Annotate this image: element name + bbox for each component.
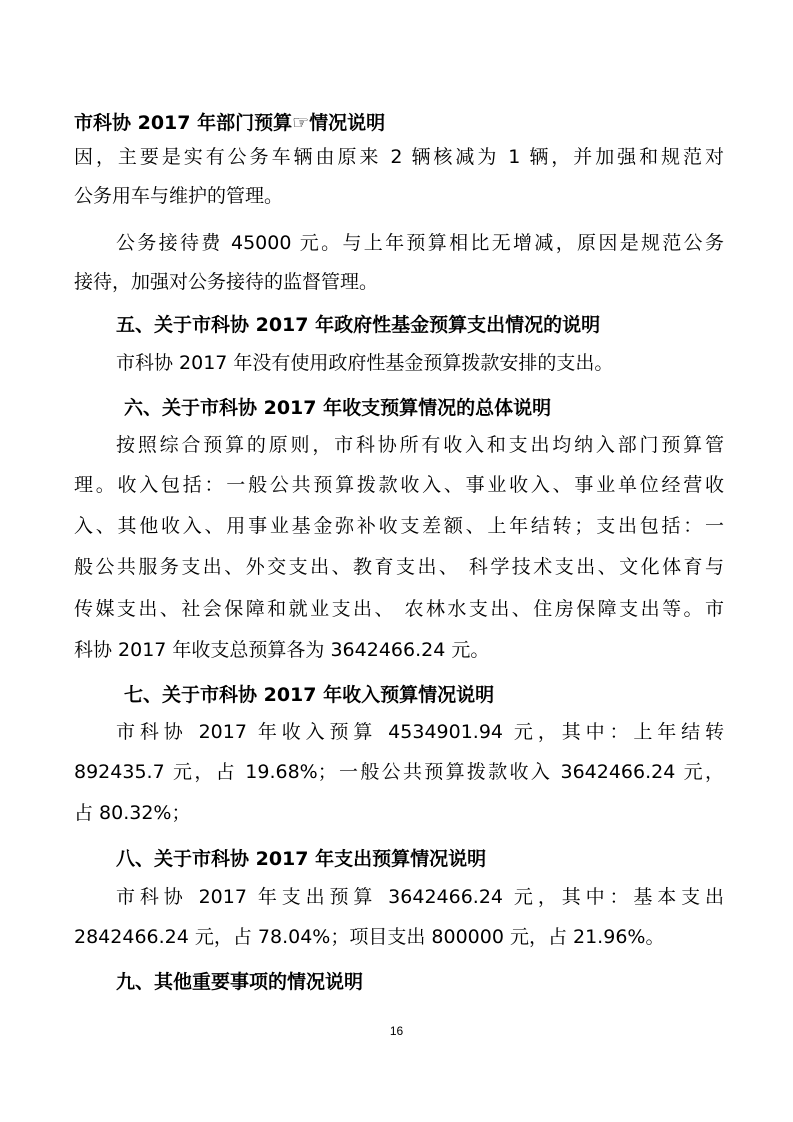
paragraph-line: 2842466.24 元，占 78.04%；项目支出 800000 元，占 21.96%。	[74, 926, 665, 948]
paragraph-line: 传媒支出、社会保障和就业支出、 农林水支出、住房保障支出等。市	[74, 598, 724, 620]
section-heading-5: 五、关于市科协 2017 年政府性基金预算支出情况的说明	[116, 314, 601, 336]
paragraph-line: 市科协 2017 年支出预算 3642466.24 元，其中：基本支出	[116, 886, 724, 908]
page-title: 市科协 2017 年部门预算☞情况说明	[74, 112, 386, 134]
section-heading-8: 八、关于市科协 2017 年支出预算情况说明	[116, 848, 487, 870]
paragraph-line: 般公共服务支出、外交支出、教育支出、 科学技术支出、文化体育与	[74, 556, 724, 578]
paragraph-line: 公务接待费 45000 元。与上年预算相比无增减，原因是规范公务	[116, 232, 724, 254]
paragraph-line: 科协 2017 年收支总预算各为 3642466.24 元。	[74, 639, 490, 661]
paragraph-line: 接待，加强对公务接待的监督管理。	[74, 271, 379, 293]
paragraph-line: 市科协 2017 年收入预算 4534901.94 元，其中：上年结转	[116, 721, 724, 743]
section-heading-6: 六、关于市科协 2017 年收支预算情况的总体说明	[124, 397, 552, 419]
section-heading-9: 九、其他重要事项的情况说明	[116, 971, 364, 993]
paragraph-line: 公务用车与维护的管理。	[74, 185, 284, 207]
paragraph-line: 理。收入包括：一般公共预算拨款收入、事业收入、事业单位经营收	[74, 474, 724, 496]
paragraph-line: 892435.7 元，占 19.68%；一般公共预算拨款收入 3642466.24 元，	[74, 761, 724, 783]
paragraph-line: 按照综合预算的原则，市科协所有收入和支出均纳入部门预算管	[116, 434, 724, 456]
paragraph-line: 市科协 2017 年没有使用政府性基金预算拨款安排的支出。	[116, 352, 614, 374]
section-heading-7: 七、关于市科协 2017 年收入预算情况说明	[124, 684, 495, 706]
page-number: 16	[389, 1024, 404, 1038]
paragraph-line: 因，主要是实有公务车辆由原来 2 辆核减为 1 辆，并加强和规范对	[74, 146, 724, 168]
paragraph-line: 入、其他收入、用事业基金弥补收支差额、上年结转；支出包括：一	[74, 515, 724, 537]
paragraph-line: 占 80.32%；	[74, 802, 191, 824]
